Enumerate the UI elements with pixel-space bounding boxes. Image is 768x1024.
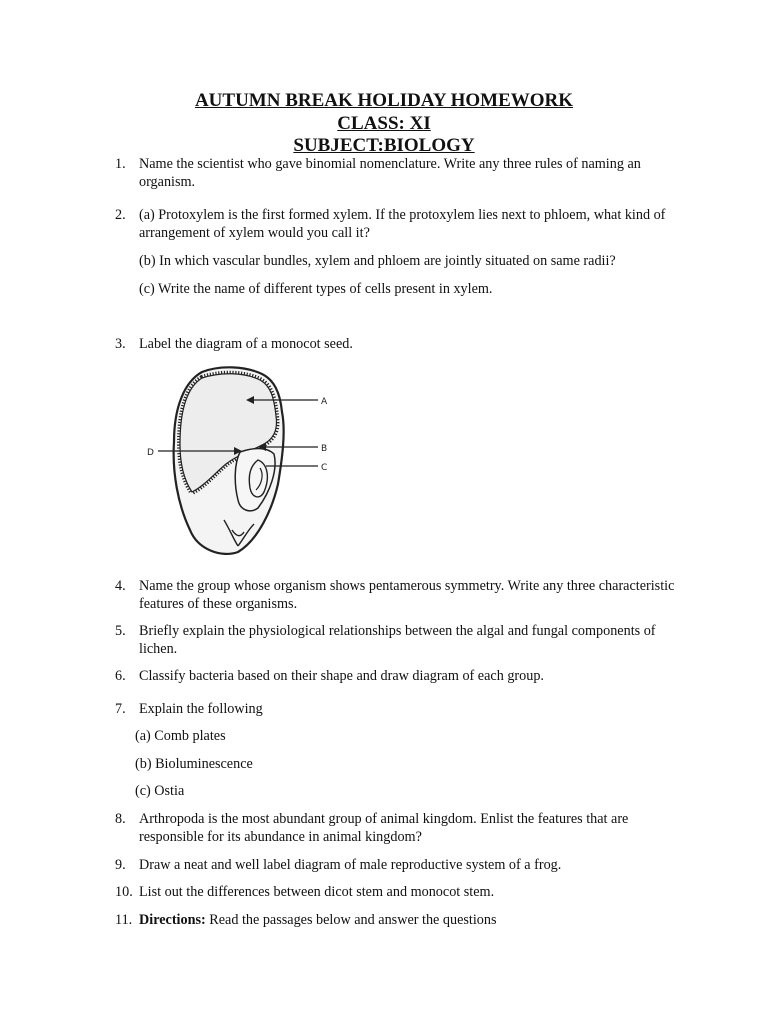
question-text: Name the group whose organism shows pentamerous symmetry. Write any three characteristic features of these organisms.	[139, 578, 675, 612]
question-7-part-c: (c) Ostia	[135, 783, 185, 799]
question-number: 10.	[115, 884, 133, 900]
question-text: Explain the following	[139, 701, 263, 717]
question-4	[115, 577, 675, 613]
question-text: Draw a neat and well label diagram of male reproductive system of a frog.	[139, 857, 562, 873]
question-text: Briefly explain the physiological relationships between the algal and fungal components of lichen.	[139, 623, 656, 657]
label-b: B	[321, 444, 328, 454]
question-2-part-c: (c) Write the name of different types of cells present in xylem.	[139, 281, 493, 297]
directions-text: Read the passages below and answer the questions	[205, 912, 497, 928]
question-text: Name the scientist who gave binomial nomenclature. Write any three rules of naming an organism.	[139, 156, 641, 190]
monocot-seed-diagram	[140, 360, 340, 560]
question-number: 11.	[115, 912, 133, 928]
question-number: 5.	[115, 623, 126, 639]
question-text: Arthropoda is the most abundant group of animal kingdom. Enlist the features that are responsible for its abundance in animal kingdom?	[139, 811, 629, 845]
question-number: 7.	[115, 701, 126, 717]
page-title: AUTUMN BREAK HOLIDAY HOMEWORK	[194, 90, 574, 111]
question-text: Classify bacteria based on their shape and draw diagram of each group.	[139, 668, 544, 684]
question-7-part-b: (b) Bioluminescence	[135, 756, 253, 772]
question-5	[115, 622, 675, 658]
question-7	[115, 700, 675, 718]
question-number: 1.	[115, 156, 126, 172]
directions-label: Directions:	[139, 912, 206, 928]
question-11	[115, 911, 675, 929]
question-number: 8.	[115, 811, 126, 827]
question-part-a: (a) Protoxylem is the first formed xylem. If the protoxylem lies next to phloem, what kind of arrangement of xylem would you call it?	[139, 207, 666, 241]
question-text: Label the diagram of a monocot seed.	[139, 336, 353, 352]
subject-heading: SUBJECT:BIOLOGY	[293, 135, 475, 156]
label-c: C	[321, 463, 328, 473]
question-number: 2.	[115, 207, 126, 223]
question-number: 4.	[115, 578, 126, 594]
question-6	[115, 667, 675, 685]
question-number: 6.	[115, 668, 126, 684]
question-text: List out the differences between dicot stem and monocot stem.	[139, 884, 495, 900]
question-8	[115, 810, 675, 846]
question-10	[115, 883, 675, 901]
question-2	[115, 206, 675, 242]
question-number: 9.	[115, 857, 126, 873]
question-7-part-a: (a) Comb plates	[135, 728, 226, 744]
question-text	[139, 911, 675, 929]
label-d: D	[147, 448, 154, 458]
question-2-part-b: (b) In which vascular bundles, xylem and phloem are jointly situated on same radii?	[139, 253, 616, 269]
question-3	[115, 335, 675, 353]
question-1	[115, 155, 675, 191]
class-heading: CLASS: XI	[337, 113, 431, 134]
question-9	[115, 856, 675, 874]
question-number: 3.	[115, 336, 126, 352]
label-a: A	[321, 397, 328, 407]
